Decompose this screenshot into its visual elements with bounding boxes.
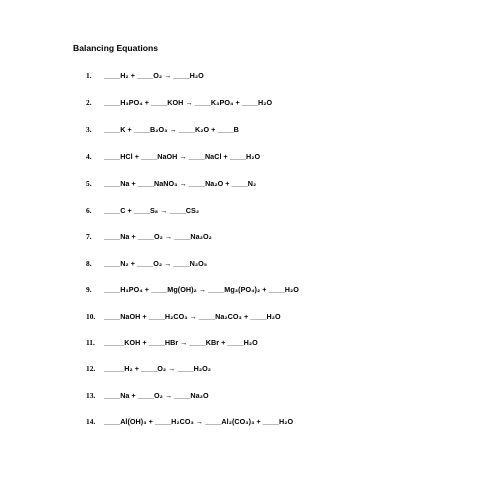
equation-row [0,364,495,376]
equation-text: _____H₂ + ____O₂ → ____H₂O₂ [104,364,212,373]
equation-number: 3. [86,125,92,134]
equation-row [0,179,495,191]
equation-number: 7. [86,232,92,241]
equation-text: ____N₂ + ____O₂ → ____N₂O₅ [104,259,208,268]
equation-row [0,417,495,429]
equation-number: 13. [86,391,96,400]
equation-text: ____HCl + ____NaOH → ____NaCl + ____H₂O [104,152,261,161]
equation-row [0,125,495,137]
equation-number: 11. [86,338,95,347]
equation-row [0,312,495,324]
equation-number: 6. [86,206,92,215]
equation-text: ____H₃PO₄ + ____Mg(OH)₂ → ____Mg₃(PO₄)₂ + ____H₂O [104,285,299,294]
equation-number: 9. [86,285,92,294]
equation-text: ____Na + ____NaNO₃ → ____Na₂O + ____N₂ [104,179,257,188]
equation-row [0,285,495,297]
equation-number: 10. [86,312,96,321]
equation-row [0,232,495,244]
equation-text: ____K + ____B₂O₃ → ____K₂O + ____B [104,125,239,134]
worksheet-title: Balancing Equations [73,43,158,53]
equation-row [0,259,495,271]
equation-text: ____C + ____S₈ → ____CS₂ [104,206,200,215]
equation-row [0,338,495,350]
equation-text: ____Al(OH)₃ + ____H₂CO₃ → ____Al₂(CO₃)₃ + ____H₂O [104,417,294,426]
equation-row [0,391,495,403]
equation-text: ____NaOH + ____H₂CO₃ → ____Na₂CO₃ + ____H₂O [104,312,281,321]
equation-text: ____H₂ + ____O₂ → ____H₂O [104,71,204,80]
equation-text: ____Na + ____O₂ → ____Na₂O₂ [104,232,212,241]
equation-row [0,98,495,110]
equation-text: ____Na + ____O₂ → ____Na₂O [104,391,209,400]
equation-number: 8. [86,259,92,268]
equation-row [0,206,495,218]
equation-row [0,71,495,83]
equation-text: _____KOH + ____HBr → ____KBr + ____H₂O [104,338,258,347]
equation-number: 4. [86,152,92,161]
equation-number: 14. [86,417,96,426]
equation-number: 5. [86,179,92,188]
equation-number: 1. [86,71,92,80]
equation-number: 2. [86,98,92,107]
equation-text: ____H₃PO₄ + ____KOH → ____K₃PO₄ + ____H₂O [104,98,273,107]
equation-row [0,152,495,164]
equation-number: 12. [86,364,96,373]
